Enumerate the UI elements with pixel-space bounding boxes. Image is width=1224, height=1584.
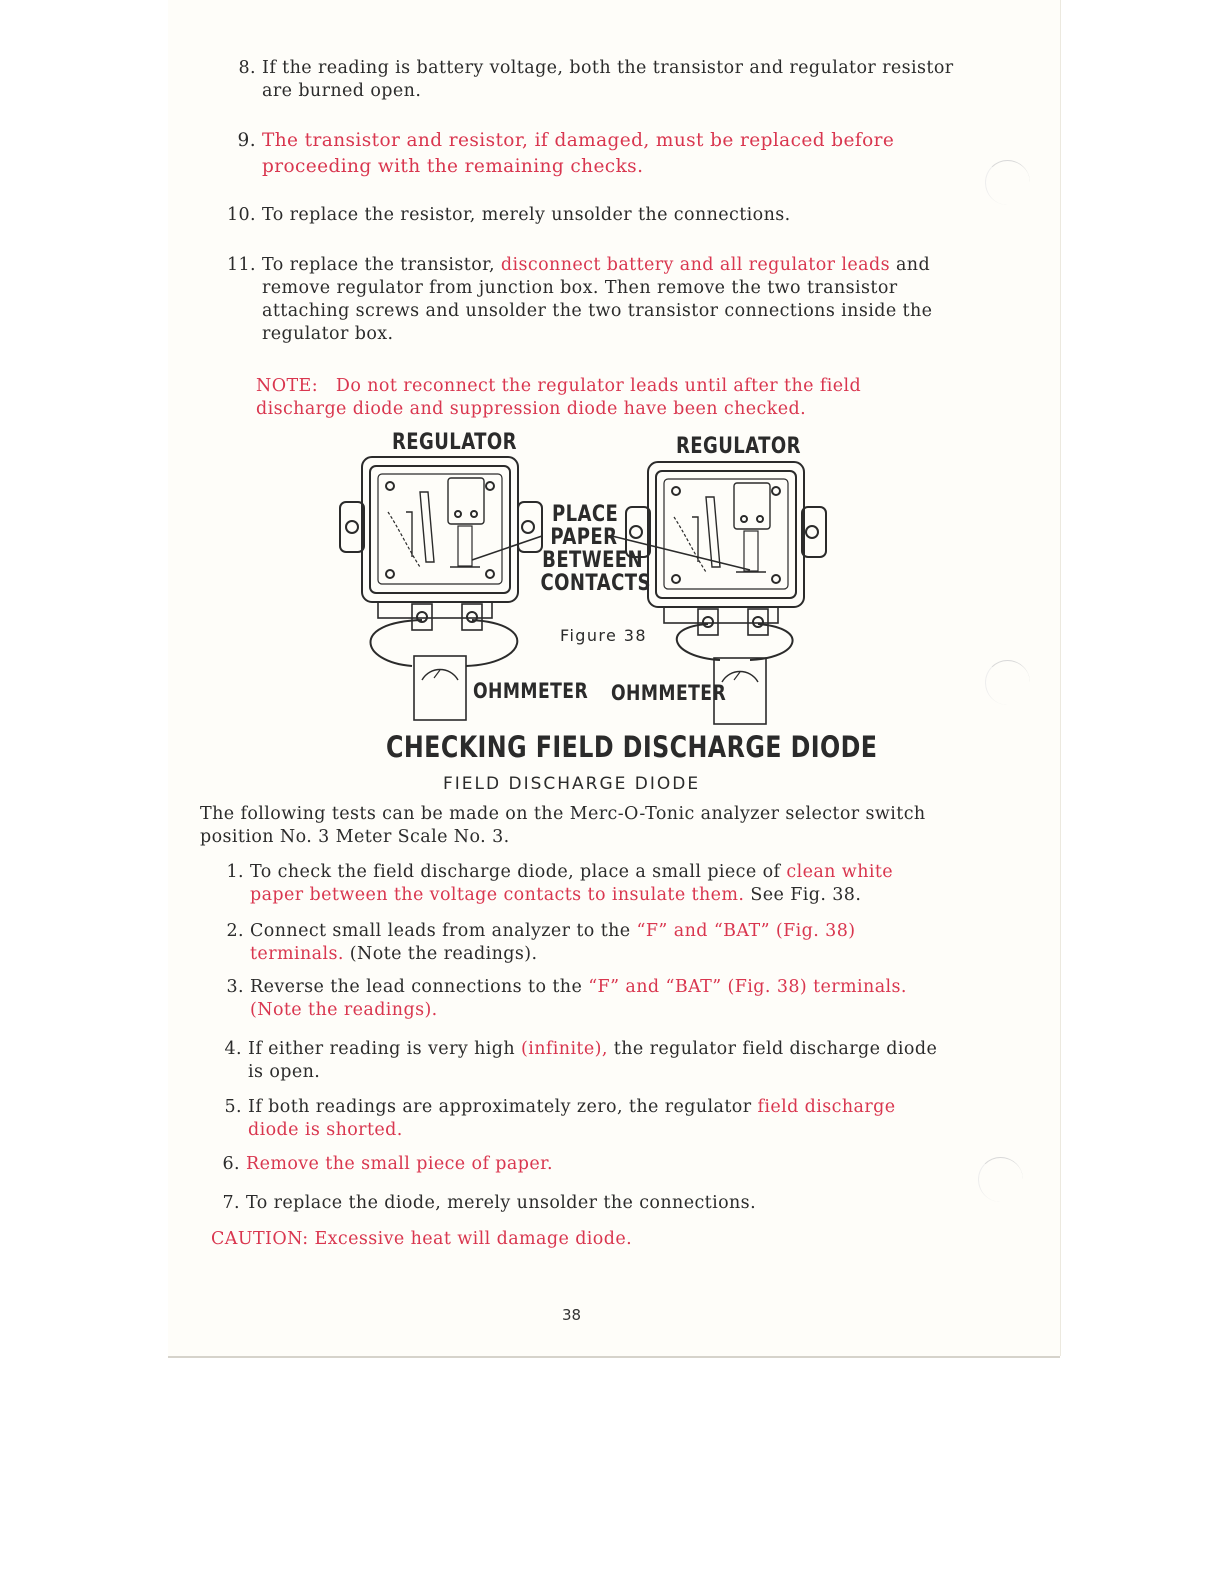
step-11 [226,254,957,346]
step-1 [226,861,945,907]
step-text-a: To replace the diode, merely unsolder the connections. [246,1193,757,1213]
figure-label-left-regulator: REGULATOR [392,430,517,455]
step-text-b: and remove regulator from junction box. Then remove the two transistor attaching screws and unsolder the two transistor connections inside the regulator box. [262,255,933,344]
caution-label: CAUTION: [211,1229,309,1249]
left-ohmmeter [371,620,518,720]
punch-hole-middle [985,660,1030,705]
step-text-red: (infinite), [521,1039,608,1059]
step-number: 4. [224,1039,242,1059]
section-intro: The following tests can be made on the Merc-O-Tonic analyzer selector switch position No. 3 Meter Scale No. 3. [200,804,926,847]
step-8 [238,57,957,103]
step-number: 10. [226,205,256,225]
step-text-a: Reverse the lead connections to the [250,977,583,997]
step-text-red: clean white paper between the voltage contacts to insulate them. [250,862,894,905]
right-ohmmeter [677,624,793,724]
step-9 [237,128,957,180]
regulator-diagram [330,452,830,732]
step-number: 2. [226,921,244,941]
step-3 [226,976,945,1022]
punch-hole-top [985,160,1030,205]
callout-leader-left [472,536,542,560]
step-7 [222,1192,941,1215]
step-2 [226,920,945,966]
step-text-red: disconnect battery and all regulator leads [500,255,890,275]
page-bottom-edge [168,1356,1060,1358]
step-text-b: the regulator field discharge diode is open. [248,1039,938,1082]
step-number: 11. [226,255,256,275]
step-text: The transistor and resistor, if damaged, must be replaced before proceeding with the remaining checks. [262,130,895,177]
step-6 [222,1153,941,1176]
right-regulator-box [626,462,826,635]
step-number: 9. [237,130,256,151]
step-5 [224,1096,943,1142]
figure-label-right-regulator: REGULATOR [676,434,801,459]
step-text-b: See Fig. 38. [750,885,862,905]
step-number: 7. [222,1193,240,1213]
step-text-a: Connect small leads from analyzer to the [250,921,631,941]
step-4 [224,1038,943,1084]
step-number: 8. [238,58,256,78]
step-text-a: If either reading is very high [248,1039,516,1059]
step-text-red: Remove the small piece of paper. [246,1154,553,1174]
page-number: 38 [562,1306,582,1324]
figure-number: Figure 38 [560,626,647,645]
callout-line-2: PAPER [550,525,618,550]
callout-leader-right [612,536,750,570]
note [256,375,956,421]
note-label: NOTE: [256,376,319,396]
step-text-b: (Note the readings). [349,944,538,964]
punch-hole-bottom [978,1157,1023,1202]
section-heading: FIELD DISCHARGE DIODE [443,774,701,794]
figure-title: CHECKING FIELD DISCHARGE DIODE [386,730,878,764]
step-text: If the reading is battery voltage, both the transistor and regulator resistor are burned open. [262,58,954,101]
figure-label-right-ohmmeter: OHMMETER [611,681,727,705]
step-text-a: To check the field discharge diode, place a small piece of [250,862,781,882]
step-10 [226,204,957,227]
step-text-red: field discharge diode is shorted. [248,1097,896,1140]
step-number: 6. [222,1154,240,1174]
left-regulator-box [340,457,542,630]
step-number: 1. [226,862,244,882]
caution-text: Excessive heat will damage diode. [314,1229,633,1249]
step-number: 5. [224,1097,242,1117]
figure-label-left-ohmmeter: OHMMETER [473,679,589,703]
callout-line-4: CONTACTS [540,571,651,596]
step-text: To replace the resistor, merely unsolder the connections. [262,205,791,225]
step-text-a: If both readings are approximately zero, the regulator [248,1097,752,1117]
note-text: Do not reconnect the regulator leads until after the field discharge diode and suppression diode have been checked. [256,376,862,419]
step-text-red: “F” and “BAT” (Fig. 38) terminals. [250,921,856,964]
step-text-a: To replace the transistor, [262,255,495,275]
step-text-red: “F” and “BAT” (Fig. 38) terminals. (Note the readings). [250,977,907,1020]
caution [211,1228,911,1251]
callout-line-3: BETWEEN [542,548,644,573]
callout-line-1: PLACE [552,502,619,527]
step-number: 3. [226,977,244,997]
